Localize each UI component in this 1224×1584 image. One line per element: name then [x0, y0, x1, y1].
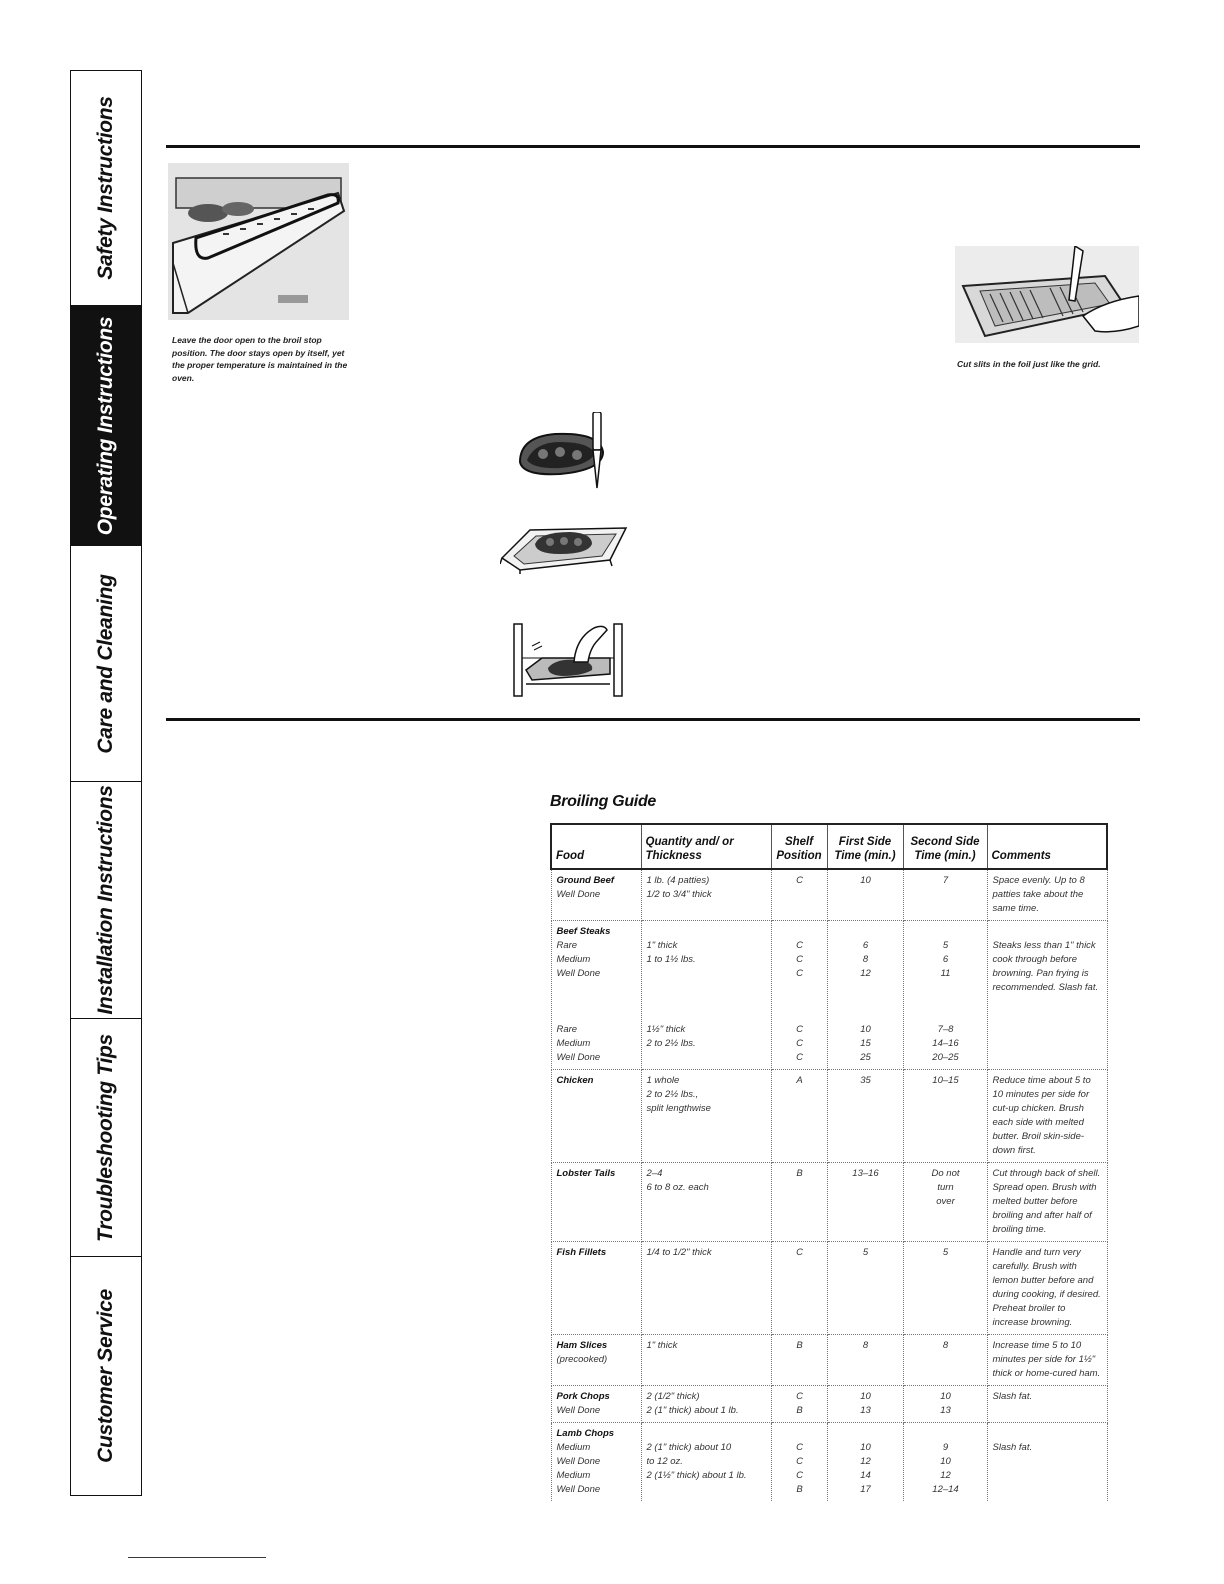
tab-label: Care and Cleaning — [94, 573, 117, 754]
pan-in-oven-illustration — [512, 618, 624, 698]
food-doneness: Well Done — [556, 889, 601, 900]
comments-cell: Space evenly. Up to 8 patties take about the same time. — [992, 875, 1085, 914]
table-row — [551, 921, 1107, 1070]
comments-cell: Increase time 5 to 10 minutes per side for 1½" thick or home-cured ham. — [992, 1340, 1101, 1379]
food-name: Chicken — [556, 1075, 594, 1086]
section-rule-top — [166, 145, 1140, 148]
food-name: Lobster Tails — [556, 1168, 616, 1179]
tab-care-and-cleaning[interactable] — [71, 546, 141, 782]
section-tabs — [70, 70, 142, 1496]
quantity-cell: 1" thick 1 to 1½ lbs. 1½" thick 2 to 2½ lbs. — [646, 940, 696, 1049]
tab-safety-instructions[interactable] — [71, 71, 141, 306]
tab-label: Safety Instructions — [94, 96, 117, 280]
first-side-cell: 10 — [860, 875, 871, 886]
tab-label: Operating Instructions — [94, 316, 117, 535]
food-doneness: Well Done — [556, 1405, 601, 1416]
table-row — [551, 1386, 1107, 1423]
header-second-side: Second Side Time (min.) — [903, 824, 987, 869]
food-name: Ham Slices — [556, 1340, 608, 1351]
first-side-cell: 8 — [862, 1340, 869, 1351]
quantity-cell: 2–4 6 to 8 oz. each — [646, 1168, 709, 1193]
header-first-side: First Side Time (min.) — [827, 824, 903, 869]
tab-label: Installation Instructions — [94, 785, 117, 1015]
food-name: Lamb Chops — [556, 1428, 615, 1439]
table-row — [551, 1163, 1107, 1242]
quantity-cell: 2 (1/2" thick) 2 (1" thick) about 1 lb. — [646, 1391, 739, 1416]
shelf-cell: C B — [796, 1391, 803, 1416]
first-side-cell: 10 12 14 17 — [860, 1442, 871, 1495]
food-name: Pork Chops — [556, 1391, 610, 1402]
header-food: Food — [551, 824, 641, 869]
table-row — [551, 1070, 1107, 1163]
shelf-cell: C C C C C C — [796, 940, 803, 1063]
table-row — [551, 1423, 1107, 1502]
tab-troubleshooting-tips[interactable] — [71, 1019, 141, 1257]
quantity-cell: 1 lb. (4 patties) 1/2 to 3/4" thick — [646, 875, 712, 900]
first-side-cell: 10 13 — [860, 1391, 871, 1416]
shelf-cell: B — [796, 1340, 803, 1351]
header-comments: Comments — [987, 824, 1107, 869]
food-doneness: Medium Well Done Medium Well Done — [556, 1442, 601, 1495]
broiling-guide-title: Broiling Guide — [550, 793, 657, 810]
door-caption: Leave the door open to the broil stop position. The door stays open by itself, yet the proper temperature is maintained in the oven. — [172, 335, 348, 383]
first-side-cell: 5 — [862, 1247, 869, 1258]
shelf-cell: C C C B — [796, 1442, 803, 1495]
comments-cell: Steaks less than 1" thick cook through before browning. Pan frying is recommended. Slash fat. — [992, 940, 1099, 993]
food-name: Beef Steaks — [556, 926, 611, 937]
shelf-cell: A — [796, 1075, 803, 1086]
tab-customer-service[interactable] — [71, 1257, 141, 1495]
comments-cell: Slash fat. — [992, 1391, 1033, 1402]
first-side-cell: 6 8 12 10 15 25 — [860, 940, 871, 1063]
foil-slits-illustration — [955, 246, 1139, 343]
tab-label: Troubleshooting Tips — [94, 1033, 117, 1242]
food-name: Ground Beef — [556, 875, 615, 886]
table-header-row — [551, 824, 1107, 869]
first-side-cell: 13–16 — [852, 1168, 879, 1179]
second-side-cell: 5 — [942, 1247, 949, 1258]
section-rule-middle — [166, 718, 1140, 721]
table-row — [551, 1335, 1107, 1386]
second-side-cell: Do not turn over — [931, 1168, 960, 1207]
second-side-cell: 10–15 — [932, 1075, 959, 1086]
oven-door-broil-stop-illustration — [168, 163, 349, 320]
table-row — [551, 869, 1107, 921]
second-side-cell: 5 6 11 7–8 14–16 20–25 — [932, 940, 959, 1063]
slash-fat-steak-illustration — [515, 412, 611, 490]
second-side-cell: 7 — [942, 875, 949, 886]
quantity-cell: 1" thick — [646, 1340, 678, 1351]
food-doneness: (precooked) — [556, 1354, 608, 1365]
quantity-cell: 2 (1" thick) about 10 to 12 oz. 2 (1½" thick) about 1 lb. — [646, 1442, 747, 1481]
footer-link-underline — [128, 1557, 266, 1558]
tab-label: Customer Service — [94, 1289, 117, 1463]
quantity-cell: 1 whole 2 to 2½ lbs., split lengthwise — [646, 1075, 711, 1114]
shelf-cell: B — [796, 1168, 803, 1179]
comments-cell: Handle and turn very carefully. Brush with lemon butter before and during cooking, if desired. Preheat broiler to increase browning. — [992, 1247, 1101, 1328]
foil-caption: Cut slits in the foil just like the grid. — [957, 359, 1101, 369]
tab-operating-instructions[interactable] — [71, 306, 141, 546]
comments-cell: Reduce time about 5 to 10 minutes per side for cut-up chicken. Brush each side with melted butter. Broil skin-side-down first. — [992, 1075, 1091, 1156]
shelf-cell: C — [796, 875, 803, 886]
second-side-cell: 8 — [942, 1340, 949, 1351]
food-doneness: Rare Medium Well Done Rare Medium Well Done — [556, 940, 601, 1063]
second-side-cell: 9 10 12 12–14 — [932, 1442, 959, 1495]
table-row — [551, 1242, 1107, 1335]
food-name: Fish Fillets — [556, 1247, 607, 1258]
comments-cell: Cut through back of shell. Spread open. Brush with melted butter before broiling and after half of broiling time. — [992, 1168, 1101, 1235]
header-quantity: Quantity and/ or Thickness — [641, 824, 771, 869]
quantity-cell: 1/4 to 1/2" thick — [646, 1247, 712, 1258]
broiling-guide-table — [550, 823, 1108, 1501]
second-side-cell: 10 13 — [940, 1391, 951, 1416]
comments-cell: Slash fat. — [992, 1442, 1033, 1453]
shelf-cell: C — [796, 1247, 803, 1258]
header-shelf: Shelf Position — [771, 824, 827, 869]
first-side-cell: 35 — [860, 1075, 871, 1086]
broiler-pan-steak-illustration — [500, 520, 630, 574]
tab-installation-instructions[interactable] — [71, 782, 141, 1019]
